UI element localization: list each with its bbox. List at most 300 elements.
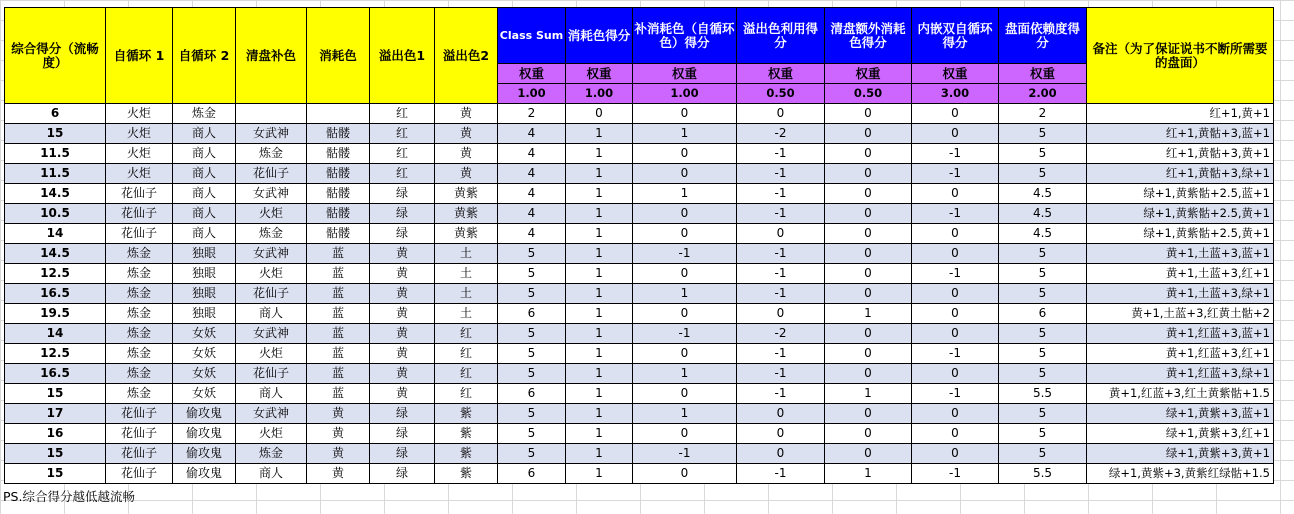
cell-dual-loop-score[interactable]: 0 xyxy=(912,324,999,344)
cell-overflow-use-score[interactable]: 0 xyxy=(737,404,825,424)
cell-fill[interactable]: 火炬 xyxy=(236,424,307,444)
cell-fill-consume-score[interactable]: -1 xyxy=(633,444,737,464)
cell-overflow2[interactable]: 红 xyxy=(435,364,498,384)
cell-clear-extra-score[interactable]: 0 xyxy=(825,444,912,464)
cell-consume[interactable]: 骷髅 xyxy=(307,164,370,184)
cell-board-dep-score[interactable]: 5 xyxy=(999,244,1087,264)
cell-loop2[interactable]: 女妖 xyxy=(173,364,236,384)
cell-score[interactable]: 12.5 xyxy=(5,344,106,364)
cell-board-dep-score[interactable]: 5 xyxy=(999,164,1087,184)
cell-board-dep-score[interactable]: 4.5 xyxy=(999,184,1087,204)
cell-consume-score[interactable]: 1 xyxy=(566,324,633,344)
cell-clear-extra-score[interactable]: 0 xyxy=(825,224,912,244)
cell-overflow2[interactable]: 土 xyxy=(435,284,498,304)
cell-clear-extra-score[interactable]: 0 xyxy=(825,104,912,124)
cell-consume-score[interactable]: 1 xyxy=(566,304,633,324)
cell-fill[interactable]: 炼金 xyxy=(236,444,307,464)
cell-fill-consume-score[interactable]: 0 xyxy=(633,164,737,184)
cell-consume[interactable]: 黄 xyxy=(307,404,370,424)
cell-loop2[interactable]: 偷攻鬼 xyxy=(173,464,236,484)
cell-dual-loop-score[interactable]: -1 xyxy=(912,144,999,164)
cell-note[interactable]: 黄+1,红蓝+3,红+1 xyxy=(1087,344,1274,364)
header-loop2[interactable]: 自循环 2 xyxy=(173,8,236,104)
cell-loop2[interactable]: 炼金 xyxy=(173,104,236,124)
cell-overflow2[interactable]: 土 xyxy=(435,304,498,324)
cell-fill-consume-score[interactable]: 0 xyxy=(633,384,737,404)
cell-overflow1[interactable]: 黄 xyxy=(370,344,435,364)
cell-loop1[interactable]: 火炬 xyxy=(106,144,173,164)
cell-overflow1[interactable]: 绿 xyxy=(370,424,435,444)
cell-overflow1[interactable]: 黄 xyxy=(370,284,435,304)
cell-fill-consume-score[interactable]: 0 xyxy=(633,304,737,324)
cell-class-sum[interactable]: 4 xyxy=(498,224,566,244)
cell-clear-extra-score[interactable]: 0 xyxy=(825,164,912,184)
cell-overflow2[interactable]: 紫 xyxy=(435,464,498,484)
cell-fill-consume-score[interactable]: 0 xyxy=(633,144,737,164)
cell-loop2[interactable]: 独眼 xyxy=(173,304,236,324)
weight-label[interactable]: 权重 xyxy=(737,64,825,84)
cell-loop2[interactable]: 偷攻鬼 xyxy=(173,444,236,464)
cell-consume-score[interactable]: 1 xyxy=(566,184,633,204)
cell-dual-loop-score[interactable]: 0 xyxy=(912,184,999,204)
cell-score[interactable]: 15 xyxy=(5,464,106,484)
cell-loop1[interactable]: 炼金 xyxy=(106,324,173,344)
cell-score[interactable]: 12.5 xyxy=(5,264,106,284)
cell-loop1[interactable]: 炼金 xyxy=(106,364,173,384)
cell-score[interactable]: 14 xyxy=(5,224,106,244)
cell-clear-extra-score[interactable]: 0 xyxy=(825,144,912,164)
cell-class-sum[interactable]: 2 xyxy=(498,104,566,124)
cell-class-sum[interactable]: 6 xyxy=(498,304,566,324)
weight-value[interactable]: 1.00 xyxy=(498,84,566,104)
cell-clear-extra-score[interactable]: 1 xyxy=(825,384,912,404)
weight-label[interactable]: 权重 xyxy=(566,64,633,84)
cell-class-sum[interactable]: 5 xyxy=(498,424,566,444)
cell-fill[interactable]: 商人 xyxy=(236,384,307,404)
cell-class-sum[interactable]: 5 xyxy=(498,324,566,344)
cell-note[interactable]: 黄+1,土蓝+3,蓝+1 xyxy=(1087,244,1274,264)
cell-consume[interactable]: 骷髅 xyxy=(307,144,370,164)
cell-consume[interactable]: 蓝 xyxy=(307,244,370,264)
cell-class-sum[interactable]: 5 xyxy=(498,284,566,304)
cell-overflow-use-score[interactable]: -1 xyxy=(737,144,825,164)
cell-score[interactable]: 10.5 xyxy=(5,204,106,224)
cell-note[interactable]: 红+1,黄骷+3,绿+1 xyxy=(1087,164,1274,184)
cell-consume[interactable]: 蓝 xyxy=(307,264,370,284)
cell-fill[interactable] xyxy=(236,104,307,124)
cell-dual-loop-score[interactable]: 0 xyxy=(912,404,999,424)
cell-dual-loop-score[interactable]: 0 xyxy=(912,104,999,124)
cell-overflow-use-score[interactable]: 0 xyxy=(737,224,825,244)
cell-board-dep-score[interactable]: 5 xyxy=(999,344,1087,364)
cell-dual-loop-score[interactable]: 0 xyxy=(912,364,999,384)
cell-overflow2[interactable]: 土 xyxy=(435,264,498,284)
cell-loop2[interactable]: 偷攻鬼 xyxy=(173,404,236,424)
cell-loop1[interactable]: 炼金 xyxy=(106,304,173,324)
cell-overflow2[interactable]: 红 xyxy=(435,384,498,404)
cell-fill-consume-score[interactable]: 1 xyxy=(633,124,737,144)
cell-board-dep-score[interactable]: 5 xyxy=(999,124,1087,144)
header-loop1[interactable]: 自循环 1 xyxy=(106,8,173,104)
cell-fill[interactable]: 火炬 xyxy=(236,264,307,284)
cell-consume-score[interactable]: 1 xyxy=(566,384,633,404)
cell-clear-extra-score[interactable]: 0 xyxy=(825,284,912,304)
cell-overflow2[interactable]: 紫 xyxy=(435,424,498,444)
cell-overflow-use-score[interactable]: -2 xyxy=(737,324,825,344)
cell-overflow-use-score[interactable]: 0 xyxy=(737,304,825,324)
cell-consume-score[interactable]: 1 xyxy=(566,444,633,464)
weight-label[interactable]: 权重 xyxy=(498,64,566,84)
cell-board-dep-score[interactable]: 5 xyxy=(999,424,1087,444)
header-clear-extra-score[interactable]: 清盘额外消耗色得分 xyxy=(825,8,912,64)
cell-clear-extra-score[interactable]: 0 xyxy=(825,264,912,284)
cell-loop1[interactable]: 火炬 xyxy=(106,104,173,124)
cell-overflow-use-score[interactable]: -1 xyxy=(737,364,825,384)
cell-overflow1[interactable]: 绿 xyxy=(370,464,435,484)
cell-fill-consume-score[interactable]: 0 xyxy=(633,344,737,364)
cell-board-dep-score[interactable]: 5.5 xyxy=(999,384,1087,404)
cell-loop1[interactable]: 花仙子 xyxy=(106,444,173,464)
cell-loop2[interactable]: 独眼 xyxy=(173,284,236,304)
cell-note[interactable]: 黄+1,土蓝+3,红+1 xyxy=(1087,264,1274,284)
cell-dual-loop-score[interactable]: -1 xyxy=(912,264,999,284)
header-class-sum[interactable]: Class Sum xyxy=(498,8,566,64)
cell-note[interactable]: 绿+1,黄紫骷+2.5,蓝+1 xyxy=(1087,184,1274,204)
cell-overflow1[interactable]: 绿 xyxy=(370,444,435,464)
cell-fill-consume-score[interactable]: 0 xyxy=(633,204,737,224)
cell-class-sum[interactable]: 4 xyxy=(498,124,566,144)
cell-board-dep-score[interactable]: 6 xyxy=(999,304,1087,324)
header-overflow-use-score[interactable]: 溢出色利用得分 xyxy=(737,8,825,64)
cell-note[interactable]: 绿+1,黄紫+3,黄紫红绿骷+1.5 xyxy=(1087,464,1274,484)
cell-overflow-use-score[interactable]: -1 xyxy=(737,384,825,404)
cell-dual-loop-score[interactable]: -1 xyxy=(912,204,999,224)
cell-score[interactable]: 17 xyxy=(5,404,106,424)
header-score[interactable]: 综合得分（流畅度） xyxy=(5,8,106,104)
weight-value[interactable]: 2.00 xyxy=(999,84,1087,104)
cell-overflow1[interactable]: 黄 xyxy=(370,244,435,264)
cell-overflow-use-score[interactable]: 0 xyxy=(737,104,825,124)
cell-clear-extra-score[interactable]: 0 xyxy=(825,184,912,204)
cell-fill[interactable]: 火炬 xyxy=(236,344,307,364)
cell-fill[interactable]: 女武神 xyxy=(236,124,307,144)
weight-value[interactable]: 1.00 xyxy=(566,84,633,104)
cell-loop1[interactable]: 花仙子 xyxy=(106,204,173,224)
cell-class-sum[interactable]: 5 xyxy=(498,364,566,384)
cell-overflow2[interactable]: 紫 xyxy=(435,404,498,424)
header-board-dep-score[interactable]: 盘面依赖度得分 xyxy=(999,8,1087,64)
cell-score[interactable]: 11.5 xyxy=(5,164,106,184)
cell-overflow-use-score[interactable]: -1 xyxy=(737,264,825,284)
cell-note[interactable]: 黄+1,土蓝+3,绿+1 xyxy=(1087,284,1274,304)
cell-class-sum[interactable]: 4 xyxy=(498,144,566,164)
cell-loop2[interactable]: 商人 xyxy=(173,124,236,144)
weight-label[interactable]: 权重 xyxy=(633,64,737,84)
cell-class-sum[interactable]: 4 xyxy=(498,204,566,224)
cell-loop2[interactable]: 商人 xyxy=(173,164,236,184)
cell-loop1[interactable]: 花仙子 xyxy=(106,224,173,244)
cell-overflow2[interactable]: 黄紫 xyxy=(435,224,498,244)
cell-loop2[interactable]: 商人 xyxy=(173,144,236,164)
cell-dual-loop-score[interactable]: 0 xyxy=(912,244,999,264)
cell-board-dep-score[interactable]: 4.5 xyxy=(999,204,1087,224)
cell-board-dep-score[interactable]: 5 xyxy=(999,324,1087,344)
cell-fill-consume-score[interactable]: 0 xyxy=(633,264,737,284)
cell-overflow1[interactable]: 黄 xyxy=(370,364,435,384)
cell-consume-score[interactable]: 1 xyxy=(566,224,633,244)
cell-consume-score[interactable]: 1 xyxy=(566,344,633,364)
weight-value[interactable]: 0.50 xyxy=(825,84,912,104)
cell-clear-extra-score[interactable]: 0 xyxy=(825,404,912,424)
cell-consume[interactable]: 蓝 xyxy=(307,384,370,404)
cell-consume-score[interactable]: 1 xyxy=(566,144,633,164)
cell-score[interactable]: 15 xyxy=(5,384,106,404)
cell-loop1[interactable]: 炼金 xyxy=(106,284,173,304)
weight-value[interactable]: 3.00 xyxy=(912,84,999,104)
cell-consume[interactable]: 骷髅 xyxy=(307,224,370,244)
cell-overflow1[interactable]: 黄 xyxy=(370,264,435,284)
cell-overflow2[interactable]: 黄 xyxy=(435,124,498,144)
header-fill[interactable]: 清盘补色 xyxy=(236,8,307,104)
cell-clear-extra-score[interactable]: 1 xyxy=(825,304,912,324)
cell-class-sum[interactable]: 5 xyxy=(498,264,566,284)
header-consume-score[interactable]: 消耗色得分 xyxy=(566,8,633,64)
cell-loop1[interactable]: 炼金 xyxy=(106,344,173,364)
cell-overflow2[interactable]: 黄 xyxy=(435,144,498,164)
cell-consume[interactable]: 蓝 xyxy=(307,324,370,344)
cell-overflow1[interactable]: 绿 xyxy=(370,224,435,244)
cell-dual-loop-score[interactable]: -1 xyxy=(912,384,999,404)
cell-overflow-use-score[interactable]: 0 xyxy=(737,444,825,464)
cell-consume-score[interactable]: 1 xyxy=(566,164,633,184)
cell-fill[interactable]: 火炬 xyxy=(236,204,307,224)
cell-score[interactable]: 16.5 xyxy=(5,284,106,304)
weight-label[interactable]: 权重 xyxy=(999,64,1087,84)
cell-note[interactable]: 黄+1,红蓝+3,蓝+1 xyxy=(1087,324,1274,344)
cell-clear-extra-score[interactable]: 0 xyxy=(825,204,912,224)
cell-consume-score[interactable]: 1 xyxy=(566,124,633,144)
cell-loop2[interactable]: 女妖 xyxy=(173,344,236,364)
cell-loop2[interactable]: 商人 xyxy=(173,204,236,224)
cell-overflow2[interactable]: 红 xyxy=(435,324,498,344)
cell-overflow2[interactable]: 紫 xyxy=(435,444,498,464)
cell-consume-score[interactable]: 1 xyxy=(566,244,633,264)
cell-overflow2[interactable]: 红 xyxy=(435,344,498,364)
cell-consume-score[interactable]: 1 xyxy=(566,284,633,304)
weight-value[interactable]: 0.50 xyxy=(737,84,825,104)
cell-loop2[interactable]: 独眼 xyxy=(173,264,236,284)
cell-consume[interactable]: 骷髅 xyxy=(307,124,370,144)
cell-fill[interactable]: 女武神 xyxy=(236,184,307,204)
cell-board-dep-score[interactable]: 2 xyxy=(999,104,1087,124)
cell-consume[interactable]: 蓝 xyxy=(307,364,370,384)
cell-clear-extra-score[interactable]: 1 xyxy=(825,464,912,484)
cell-overflow-use-score[interactable]: -1 xyxy=(737,244,825,264)
header-dual-loop-score[interactable]: 内嵌双自循环得分 xyxy=(912,8,999,64)
cell-fill[interactable]: 女武神 xyxy=(236,324,307,344)
cell-overflow1[interactable]: 红 xyxy=(370,164,435,184)
cell-clear-extra-score[interactable]: 0 xyxy=(825,364,912,384)
cell-note[interactable]: 绿+1,黄紫+3,红+1 xyxy=(1087,424,1274,444)
cell-overflow2[interactable]: 黄 xyxy=(435,164,498,184)
cell-note[interactable]: 绿+1,黄紫骷+2.5,黄+1 xyxy=(1087,224,1274,244)
cell-class-sum[interactable]: 6 xyxy=(498,384,566,404)
cell-dual-loop-score[interactable]: 0 xyxy=(912,224,999,244)
cell-score[interactable]: 11.5 xyxy=(5,144,106,164)
cell-board-dep-score[interactable]: 5 xyxy=(999,264,1087,284)
weight-value[interactable]: 1.00 xyxy=(633,84,737,104)
cell-fill-consume-score[interactable]: 0 xyxy=(633,224,737,244)
cell-fill-consume-score[interactable]: 1 xyxy=(633,284,737,304)
cell-fill[interactable]: 炼金 xyxy=(236,144,307,164)
cell-consume[interactable]: 骷髅 xyxy=(307,184,370,204)
cell-overflow1[interactable]: 红 xyxy=(370,104,435,124)
cell-consume[interactable]: 骷髅 xyxy=(307,204,370,224)
cell-note[interactable]: 绿+1,黄紫+3,蓝+1 xyxy=(1087,404,1274,424)
cell-overflow1[interactable]: 绿 xyxy=(370,204,435,224)
cell-dual-loop-score[interactable]: 0 xyxy=(912,424,999,444)
cell-dual-loop-score[interactable]: 0 xyxy=(912,444,999,464)
cell-fill[interactable]: 女武神 xyxy=(236,404,307,424)
cell-overflow1[interactable]: 红 xyxy=(370,144,435,164)
cell-fill-consume-score[interactable]: 0 xyxy=(633,424,737,444)
cell-consume-score[interactable]: 1 xyxy=(566,404,633,424)
cell-fill-consume-score[interactable]: 1 xyxy=(633,184,737,204)
cell-overflow1[interactable]: 绿 xyxy=(370,404,435,424)
cell-board-dep-score[interactable]: 5 xyxy=(999,144,1087,164)
cell-fill-consume-score[interactable]: 0 xyxy=(633,104,737,124)
cell-overflow-use-score[interactable]: -1 xyxy=(737,184,825,204)
cell-overflow1[interactable]: 黄 xyxy=(370,384,435,404)
cell-loop1[interactable]: 花仙子 xyxy=(106,404,173,424)
cell-class-sum[interactable]: 5 xyxy=(498,244,566,264)
cell-score[interactable]: 15 xyxy=(5,444,106,464)
cell-dual-loop-score[interactable]: -1 xyxy=(912,464,999,484)
cell-fill[interactable]: 女武神 xyxy=(236,244,307,264)
cell-loop2[interactable]: 独眼 xyxy=(173,244,236,264)
cell-board-dep-score[interactable]: 5 xyxy=(999,364,1087,384)
header-consume[interactable]: 消耗色 xyxy=(307,8,370,104)
cell-overflow1[interactable]: 红 xyxy=(370,124,435,144)
cell-consume-score[interactable]: 1 xyxy=(566,464,633,484)
cell-clear-extra-score[interactable]: 0 xyxy=(825,244,912,264)
weight-label[interactable]: 权重 xyxy=(825,64,912,84)
cell-fill[interactable]: 炼金 xyxy=(236,224,307,244)
cell-consume-score[interactable]: 1 xyxy=(566,364,633,384)
weight-label[interactable]: 权重 xyxy=(912,64,999,84)
cell-class-sum[interactable]: 5 xyxy=(498,444,566,464)
cell-loop2[interactable]: 女妖 xyxy=(173,384,236,404)
cell-score[interactable]: 14 xyxy=(5,324,106,344)
cell-fill-consume-score[interactable]: 1 xyxy=(633,404,737,424)
header-fill-consume-score[interactable]: 补消耗色（自循环色）得分 xyxy=(633,8,737,64)
cell-score[interactable]: 15 xyxy=(5,124,106,144)
cell-fill-consume-score[interactable]: 1 xyxy=(633,364,737,384)
cell-consume[interactable]: 黄 xyxy=(307,424,370,444)
cell-fill[interactable]: 商人 xyxy=(236,304,307,324)
cell-fill[interactable]: 花仙子 xyxy=(236,164,307,184)
cell-loop1[interactable]: 花仙子 xyxy=(106,464,173,484)
cell-fill-consume-score[interactable]: 0 xyxy=(633,464,737,484)
cell-score[interactable]: 16 xyxy=(5,424,106,444)
cell-loop2[interactable]: 商人 xyxy=(173,224,236,244)
cell-fill[interactable]: 商人 xyxy=(236,464,307,484)
cell-overflow2[interactable]: 黄 xyxy=(435,104,498,124)
cell-consume[interactable]: 蓝 xyxy=(307,284,370,304)
cell-class-sum[interactable]: 4 xyxy=(498,184,566,204)
cell-overflow-use-score[interactable]: -2 xyxy=(737,124,825,144)
cell-dual-loop-score[interactable]: -1 xyxy=(912,164,999,184)
cell-note[interactable]: 红+1,黄骷+3,黄+1 xyxy=(1087,144,1274,164)
cell-dual-loop-score[interactable]: 0 xyxy=(912,284,999,304)
cell-fill[interactable]: 花仙子 xyxy=(236,284,307,304)
cell-class-sum[interactable]: 6 xyxy=(498,464,566,484)
cell-loop1[interactable]: 火炬 xyxy=(106,124,173,144)
cell-fill[interactable]: 花仙子 xyxy=(236,364,307,384)
header-overflow1[interactable]: 溢出色1 xyxy=(370,8,435,104)
cell-dual-loop-score[interactable]: 0 xyxy=(912,304,999,324)
cell-score[interactable]: 16.5 xyxy=(5,364,106,384)
cell-consume-score[interactable]: 1 xyxy=(566,424,633,444)
cell-overflow2[interactable]: 黄紫 xyxy=(435,184,498,204)
cell-fill-consume-score[interactable]: -1 xyxy=(633,244,737,264)
cell-consume-score[interactable]: 1 xyxy=(566,204,633,224)
cell-overflow-use-score[interactable]: -1 xyxy=(737,284,825,304)
cell-dual-loop-score[interactable]: 0 xyxy=(912,124,999,144)
cell-overflow-use-score[interactable]: -1 xyxy=(737,464,825,484)
cell-consume[interactable]: 黄 xyxy=(307,444,370,464)
cell-clear-extra-score[interactable]: 0 xyxy=(825,124,912,144)
cell-consume[interactable] xyxy=(307,104,370,124)
cell-clear-extra-score[interactable]: 0 xyxy=(825,424,912,444)
cell-consume[interactable]: 蓝 xyxy=(307,344,370,364)
cell-board-dep-score[interactable]: 4.5 xyxy=(999,224,1087,244)
cell-dual-loop-score[interactable]: -1 xyxy=(912,344,999,364)
cell-class-sum[interactable]: 4 xyxy=(498,164,566,184)
header-notes[interactable]: 备注（为了保证说书不断所需要的盘面） xyxy=(1087,8,1274,104)
cell-loop1[interactable]: 花仙子 xyxy=(106,424,173,444)
cell-note[interactable]: 红+1,黄+1 xyxy=(1087,104,1274,124)
cell-overflow1[interactable]: 绿 xyxy=(370,184,435,204)
cell-loop1[interactable]: 火炬 xyxy=(106,164,173,184)
cell-class-sum[interactable]: 5 xyxy=(498,404,566,424)
cell-loop2[interactable]: 偷攻鬼 xyxy=(173,424,236,444)
cell-overflow-use-score[interactable]: -1 xyxy=(737,164,825,184)
cell-loop1[interactable]: 炼金 xyxy=(106,264,173,284)
cell-overflow1[interactable]: 黄 xyxy=(370,324,435,344)
cell-note[interactable]: 绿+1,黄紫骷+2.5,黄+1 xyxy=(1087,204,1274,224)
cell-note[interactable]: 黄+1,红蓝+3,红土黄紫骷+1.5 xyxy=(1087,384,1274,404)
cell-note[interactable]: 黄+1,土蓝+3,红黄土骷+2 xyxy=(1087,304,1274,324)
cell-score[interactable]: 6 xyxy=(5,104,106,124)
cell-note[interactable]: 绿+1,黄紫+3,黄+1 xyxy=(1087,444,1274,464)
cell-loop1[interactable]: 花仙子 xyxy=(106,184,173,204)
cell-consume[interactable]: 蓝 xyxy=(307,304,370,324)
cell-overflow1[interactable]: 黄 xyxy=(370,304,435,324)
cell-overflow2[interactable]: 土 xyxy=(435,244,498,264)
cell-clear-extra-score[interactable]: 0 xyxy=(825,344,912,364)
cell-note[interactable]: 红+1,黄骷+3,蓝+1 xyxy=(1087,124,1274,144)
cell-note[interactable]: 黄+1,红蓝+3,绿+1 xyxy=(1087,364,1274,384)
cell-clear-extra-score[interactable]: 0 xyxy=(825,324,912,344)
cell-loop2[interactable]: 女妖 xyxy=(173,324,236,344)
cell-board-dep-score[interactable]: 5.5 xyxy=(999,464,1087,484)
cell-score[interactable]: 14.5 xyxy=(5,184,106,204)
cell-loop1[interactable]: 炼金 xyxy=(106,244,173,264)
cell-class-sum[interactable]: 5 xyxy=(498,344,566,364)
cell-loop1[interactable]: 炼金 xyxy=(106,384,173,404)
header-overflow2[interactable]: 溢出色2 xyxy=(435,8,498,104)
